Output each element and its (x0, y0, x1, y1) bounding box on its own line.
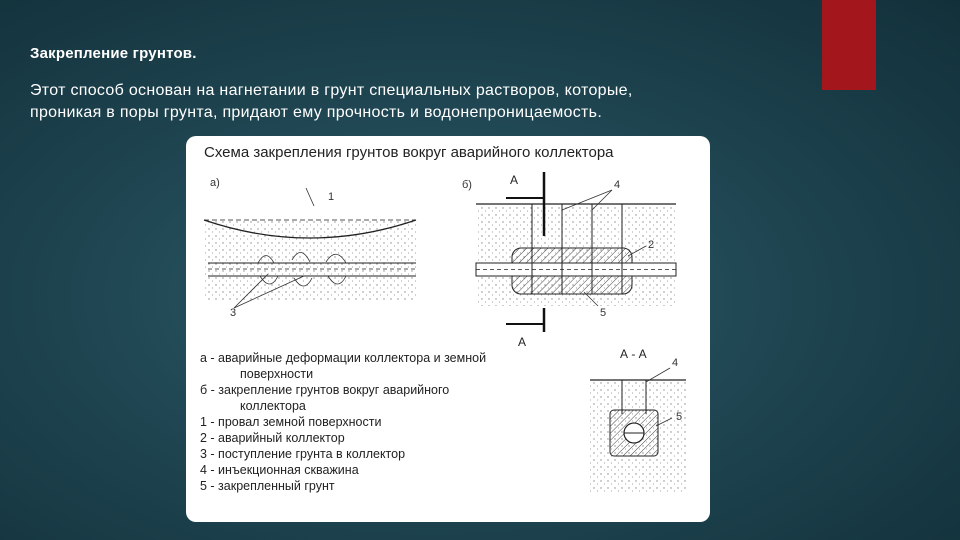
label-panel-b: б) (462, 179, 472, 191)
figure-legend (200, 350, 486, 494)
figure-title: Схема закрепления грунтов вокруг аварийного коллектора (204, 144, 614, 161)
leader-line-1 (306, 188, 314, 206)
label-section-aa: А - А (620, 347, 647, 361)
soil-mass-a (204, 220, 416, 300)
slide-title: Закрепление грунтов. (30, 45, 197, 62)
label-num-1: 1 (328, 191, 335, 203)
slide-body-text (30, 80, 845, 124)
label-num-4: 4 (614, 179, 621, 191)
label-panel-a: а) (210, 177, 220, 189)
label-num-5: 5 (600, 307, 607, 319)
figure-panel (186, 136, 710, 522)
label-section-bottom: А (518, 335, 527, 349)
body-line-2: проникая в поры грунта, придают ему прочность и водонепроницаемость. (30, 104, 603, 121)
legend-item: поверхности (240, 367, 314, 381)
legend-item: 5 - закрепленный грунт (200, 479, 335, 493)
panel-a-drawing (204, 177, 416, 319)
legend-item: 4 - инъекционная скважина (200, 463, 359, 477)
legend-item: а - аварийные деформации коллектора и земной (200, 351, 487, 365)
legend-item: 2 - аварийный коллектор (200, 431, 345, 445)
section-aa-drawing (590, 347, 686, 492)
label-num-2: 2 (648, 239, 655, 251)
label-section-top: А (510, 173, 519, 187)
label-num-3: 3 (230, 307, 237, 319)
panel-b-drawing (462, 172, 676, 349)
label-num-5-aa: 5 (676, 411, 683, 423)
legend-item: 1 - провал земной поверхности (200, 415, 382, 429)
body-line-1: Этот способ основан на нагнетании в грунт специальных растворов, которые, (30, 82, 633, 99)
label-num-4-aa: 4 (672, 357, 679, 369)
legend-item: коллектора (240, 399, 306, 413)
red-accent-bar (822, 0, 876, 90)
legend-item: 3 - поступление грунта в коллектор (200, 447, 406, 461)
legend-item: б - закрепление грунтов вокруг аварийного (200, 383, 450, 397)
